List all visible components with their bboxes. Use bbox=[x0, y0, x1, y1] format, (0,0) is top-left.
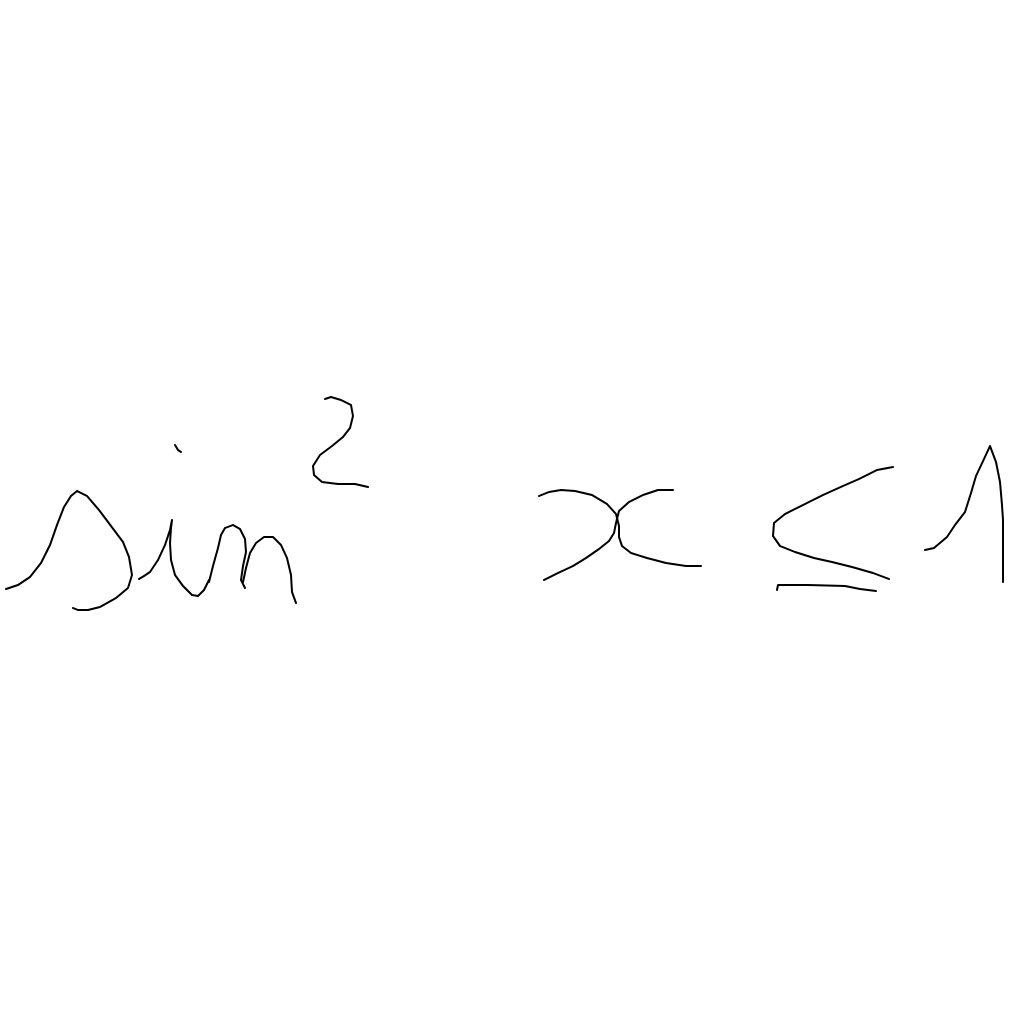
glyph-leq-angle bbox=[773, 467, 893, 579]
glyph-s bbox=[6, 491, 132, 610]
glyph-n-stroke-1 bbox=[209, 525, 246, 588]
glyph-superscript-2 bbox=[313, 397, 368, 487]
glyph-x-stroke-1 bbox=[539, 490, 701, 566]
glyph-i-stem bbox=[139, 520, 209, 596]
glyph-i-dot bbox=[175, 445, 181, 452]
glyph-one bbox=[925, 446, 1003, 582]
glyph-x-stroke-2 bbox=[544, 490, 673, 580]
glyph-leq-underline bbox=[777, 585, 876, 591]
glyph-n-stroke-2 bbox=[243, 537, 296, 603]
